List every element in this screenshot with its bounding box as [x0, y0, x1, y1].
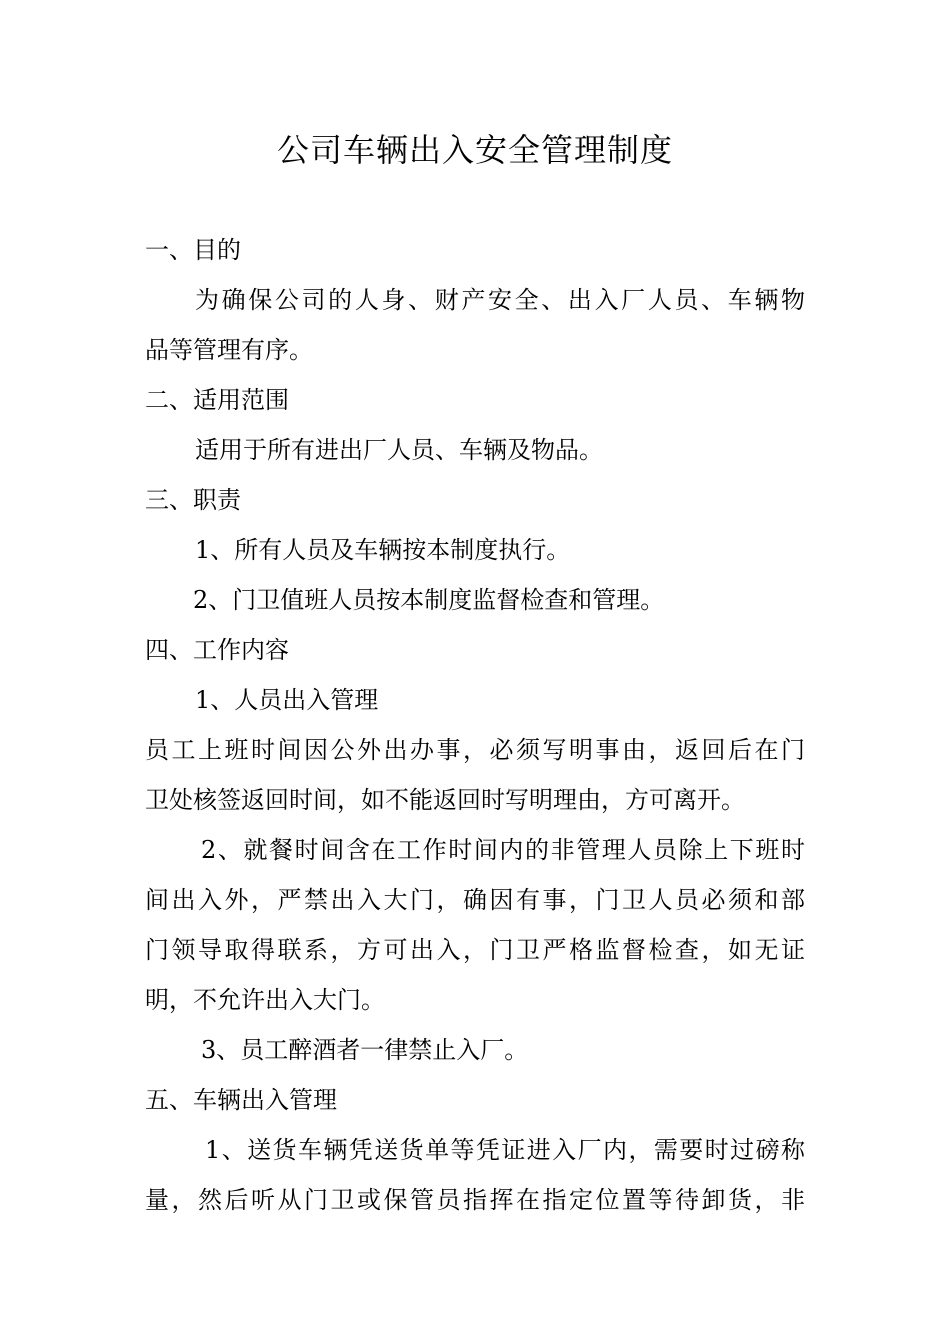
list-item: 3、员工醉酒者一律禁止入厂。: [201, 1036, 529, 1064]
section-heading-vehicle-management: 五、车辆出入管理: [145, 1086, 337, 1114]
paragraph-line: 为确保公司的人身、财产安全、出入厂人员、车辆物: [195, 286, 805, 314]
paragraph-line: 品等管理有序。: [145, 336, 313, 364]
list-item: 1、送货车辆凭送货单等凭证进入厂内，需要时过磅称: [205, 1136, 805, 1164]
paragraph-line: 适用于所有进出厂人员、车辆及物品。: [195, 436, 603, 464]
paragraph-line: 门领导取得联系，方可出入，门卫严格监督检查，如无证: [145, 936, 805, 964]
document-body: [145, 225, 805, 1225]
section-heading-scope: 二、适用范围: [145, 386, 289, 414]
section-heading-work-content: 四、工作内容: [145, 636, 289, 664]
paragraph-line: 明，不允许出入大门。: [145, 986, 385, 1014]
list-item: 2、就餐时间含在工作时间内的非管理人员除上下班时: [201, 836, 805, 864]
paragraph-line: 卫处核签返回时间，如不能返回时写明理由，方可离开。: [145, 786, 745, 814]
subsection-heading: 1、人员出入管理: [195, 686, 379, 714]
list-item: 2、门卫值班人员按本制度监督检查和管理。: [193, 586, 665, 614]
list-item: 1、所有人员及车辆按本制度执行。: [195, 536, 571, 564]
document-title: 公司车辆出入安全管理制度: [276, 131, 673, 169]
paragraph-line: 员工上班时间因公外出办事，必须写明事由，返回后在门: [145, 736, 805, 764]
section-heading-purpose: 一、目的: [145, 236, 241, 264]
paragraph-line: 量，然后听从门卫或保管员指挥在指定位置等待卸货，非: [145, 1186, 805, 1214]
section-heading-responsibilities: 三、职责: [145, 486, 241, 514]
paragraph-line: 间出入外，严禁出入大门，确因有事，门卫人员必须和部: [145, 886, 805, 914]
